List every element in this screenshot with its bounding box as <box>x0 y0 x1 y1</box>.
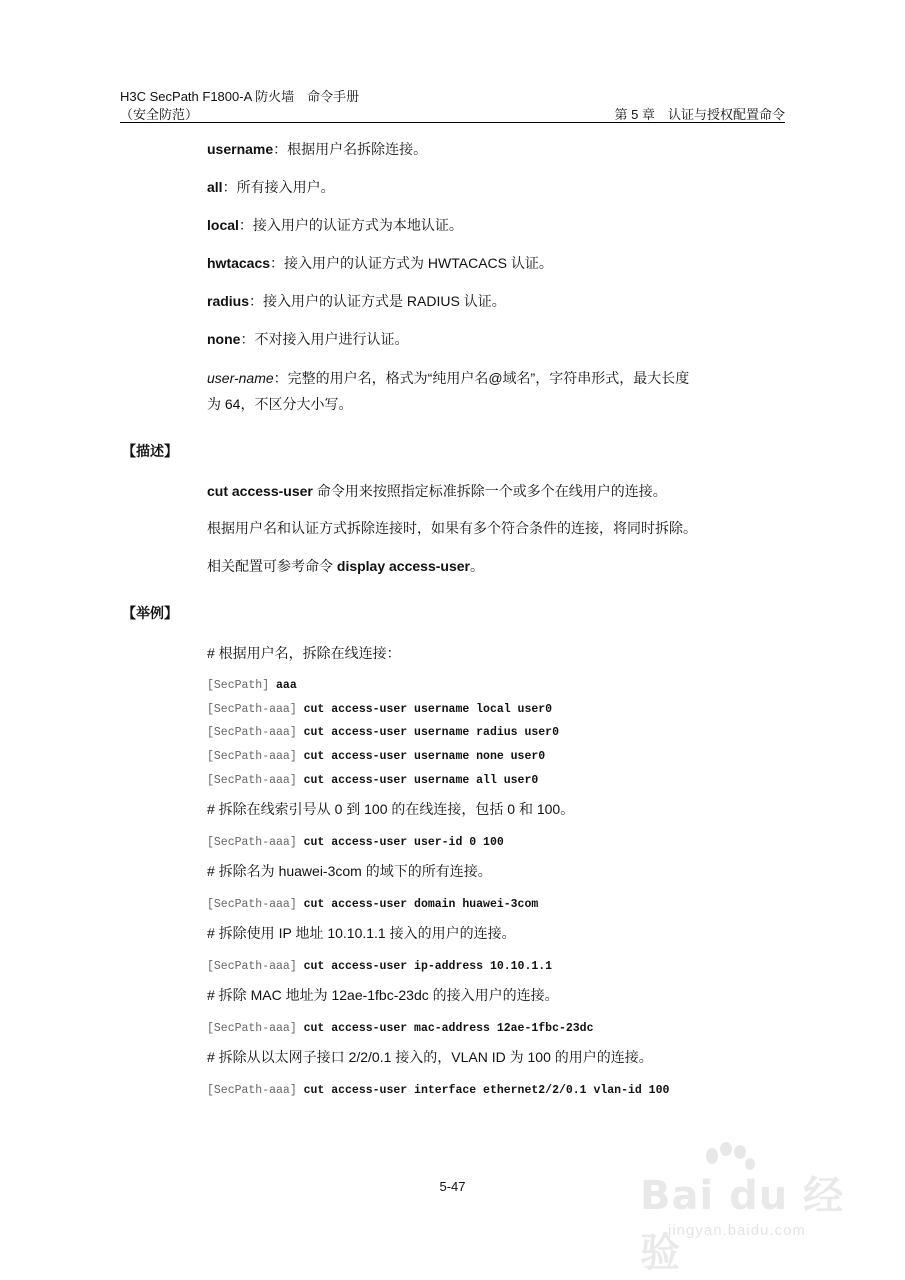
code-line <box>207 774 538 787</box>
code-prompt: [SecPath-aaa] <box>207 1022 297 1035</box>
code-command: cut access-user username all user0 <box>303 774 539 787</box>
param-term: local <box>207 217 239 233</box>
param-desc: ：接入用户的认证方式为本地认证。 <box>238 217 463 233</box>
code-command: cut access-user mac-address 12ae-1fbc-23dc <box>303 1022 594 1035</box>
code-prompt: [SecPath-aaa] <box>207 898 297 911</box>
code-line <box>207 703 552 716</box>
code-command: cut access-user user-id 0 100 <box>303 836 504 849</box>
code-command: cut access-user ip-address 10.10.1.1 <box>303 960 553 973</box>
param-term: all <box>207 179 223 195</box>
example-comment: # 拆除名为 huawei-3com 的域下的所有连接。 <box>207 863 492 879</box>
code-prompt: [SecPath-aaa] <box>207 1084 297 1097</box>
page-number: 5-47 <box>439 1179 466 1194</box>
param-all <box>207 178 335 196</box>
param-desc: ：根据用户名拆除连接。 <box>273 141 428 157</box>
description-paragraph-2: 根据用户名和认证方式拆除连接时，如果有多个符合条件的连接，将同时拆除。 <box>207 520 697 536</box>
watermark-brand: Bai du 经验 <box>640 1173 845 1276</box>
command-name: cut access-user <box>207 483 313 499</box>
example-comment: # 拆除使用 IP 地址 10.10.1.1 接入的用户的连接。 <box>207 925 516 941</box>
chapter-title: 第 5 章 认证与授权配置命令 <box>614 107 785 122</box>
code-line <box>207 836 504 849</box>
header-title: H3C SecPath F1800-A 防火墙 命令手册 <box>120 89 360 104</box>
description-paragraph-3: 相关配置可参考命令 display access-user。 <box>207 558 484 574</box>
code-prompt: [SecPath-aaa] <box>207 960 297 973</box>
param-desc: ：接入用户的认证方式为 HWTACACS 认证。 <box>270 255 553 271</box>
param-user-name <box>207 369 689 387</box>
baidu-watermark <box>640 1148 870 1276</box>
param-desc: ：完整的用户名，格式为“纯用户名@域名”，字符串形式，最大长度 <box>273 370 690 386</box>
code-line <box>207 960 552 973</box>
code-command: cut access-user username local user0 <box>303 703 553 716</box>
code-line <box>207 1022 593 1035</box>
param-none <box>207 330 408 348</box>
code-command: aaa <box>276 679 297 692</box>
param-term: radius <box>207 293 250 309</box>
param-hwtacacs <box>207 254 553 272</box>
param-radius <box>207 292 506 310</box>
param-desc: ：接入用户的认证方式是 RADIUS 认证。 <box>249 293 506 309</box>
code-command: cut access-user username none user0 <box>303 750 546 763</box>
description-paragraph-1: cut access-user 命令用来按照指定标准拆除一个或多个在线用户的连接。 <box>207 483 667 499</box>
example-comment: # 拆除在线索引号从 0 到 100 的在线连接，包括 0 和 100。 <box>207 801 575 817</box>
code-line <box>207 726 559 739</box>
command-reference: display access-user <box>336 558 470 574</box>
code-prompt: [SecPath-aaa] <box>207 750 297 763</box>
example-comment: # 拆除 MAC 地址为 12ae-1fbc-23dc 的接入用户的连接。 <box>207 987 559 1003</box>
code-line <box>207 898 538 911</box>
param-user-name-cont: 为 64，不区分大小写。 <box>207 396 353 412</box>
code-command: cut access-user username radius user0 <box>303 726 559 739</box>
watermark-url: jingyan.baidu.com <box>668 1222 806 1239</box>
code-prompt: [SecPath-aaa] <box>207 703 297 716</box>
header-subtitle: （安全防范） <box>120 107 199 122</box>
example-comment: # 拆除从以太网子接口 2/2/0.1 接入的，VLAN ID 为 100 的用户的连接。 <box>207 1049 653 1065</box>
code-prompt: [SecPath] <box>207 679 270 692</box>
code-line <box>207 679 297 692</box>
param-term: username <box>207 141 274 157</box>
param-term: none <box>207 331 241 347</box>
header-divider <box>120 122 785 123</box>
code-prompt: [SecPath-aaa] <box>207 774 297 787</box>
param-desc: ：不对接入用户进行认证。 <box>240 331 409 347</box>
code-command: cut access-user interface ethernet2/2/0.1 vlan-id 100 <box>303 1084 670 1097</box>
param-desc: ：所有接入用户。 <box>222 179 335 195</box>
param-local <box>207 216 463 234</box>
code-prompt: [SecPath-aaa] <box>207 836 297 849</box>
param-username <box>207 140 427 158</box>
section-heading-description: 【描述】 <box>122 443 178 459</box>
code-command: cut access-user domain huawei-3com <box>303 898 539 911</box>
param-term: user-name <box>207 370 274 386</box>
code-prompt: [SecPath-aaa] <box>207 726 297 739</box>
code-line <box>207 750 545 763</box>
example-comment: # 根据用户名，拆除在线连接： <box>207 645 401 661</box>
code-line <box>207 1084 669 1097</box>
section-heading-examples: 【举例】 <box>122 605 178 621</box>
param-term: hwtacacs <box>207 255 271 271</box>
